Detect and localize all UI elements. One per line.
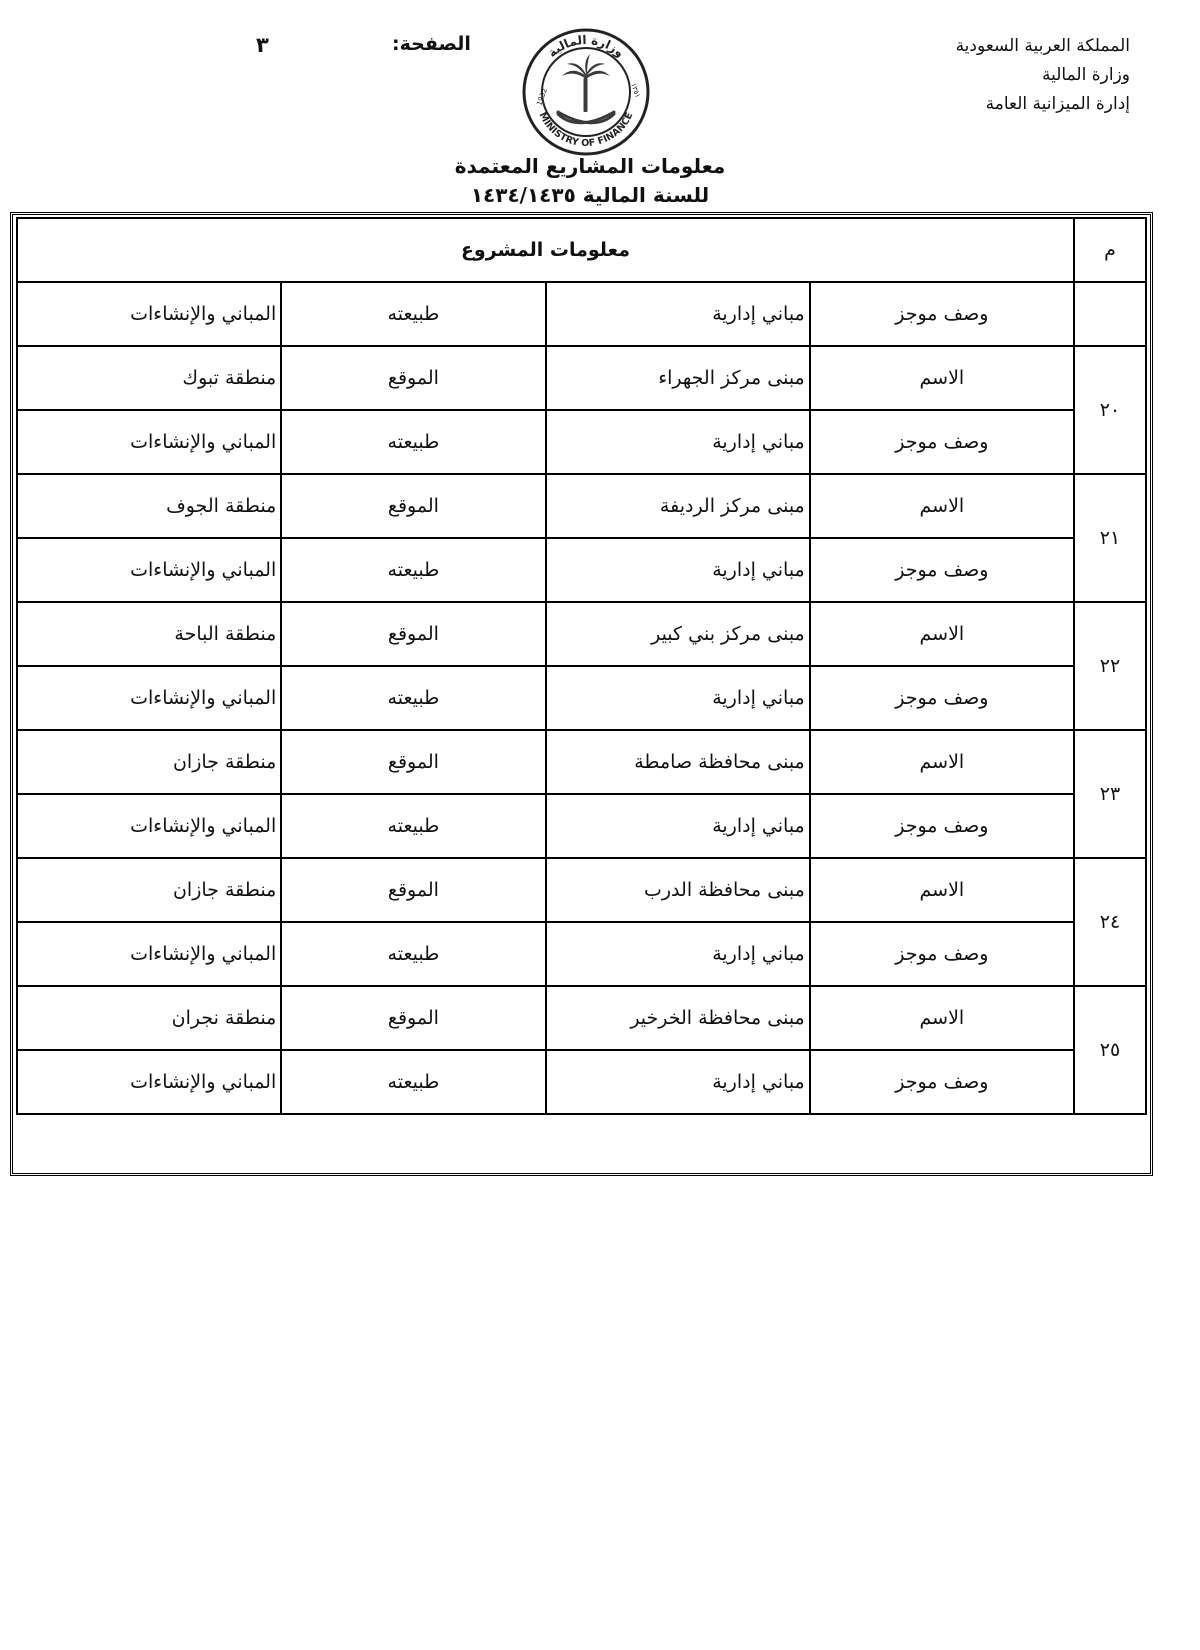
- table-row: [17, 666, 1146, 730]
- project-location: منطقة جازان: [17, 858, 281, 922]
- row-number-empty: [1074, 282, 1146, 346]
- project-number: ٢١: [1074, 474, 1146, 602]
- project-description: مباني إدارية: [546, 410, 810, 474]
- document-title: معلومات المشاريع المعتمدة: [454, 154, 726, 178]
- nature-label: طبيعته: [281, 922, 545, 986]
- palm-tree-icon: [562, 54, 610, 112]
- nature-label: طبيعته: [281, 282, 545, 346]
- nature-label: طبيعته: [281, 666, 545, 730]
- seal-year-hijri: ١٣٥١: [629, 81, 642, 99]
- table-row: [17, 794, 1146, 858]
- org-line-kingdom: المملكة العربية السعودية: [955, 36, 1130, 56]
- org-line-department: إدارة الميزانية العامة: [985, 94, 1130, 114]
- project-number: ٢٥: [1074, 986, 1146, 1114]
- project-name: مبنى مركز بني كبير: [546, 602, 810, 666]
- nature-label: طبيعته: [281, 538, 545, 602]
- desc-value: مباني إدارية: [546, 282, 810, 346]
- project-location: منطقة تبوك: [17, 346, 281, 410]
- nature-label: طبيعته: [281, 1050, 545, 1114]
- table-row: [17, 858, 1146, 922]
- seal-year-gregorian: 1932: [535, 87, 549, 107]
- table-row: [17, 986, 1146, 1050]
- page-label: الصفحة:: [392, 33, 471, 55]
- project-description: مباني إدارية: [546, 794, 810, 858]
- name-label: الاسم: [810, 474, 1074, 538]
- project-name: مبنى مركز الجهراء: [546, 346, 810, 410]
- project-nature: المباني والإنشاءات: [17, 410, 281, 474]
- project-number: ٢٣: [1074, 730, 1146, 858]
- location-label: الموقع: [281, 474, 545, 538]
- location-label: الموقع: [281, 346, 545, 410]
- table-row: [17, 922, 1146, 986]
- fiscal-year-subtitle: للسنة المالية ١٤٣٤/١٤٣٥: [470, 183, 710, 207]
- name-label: الاسم: [810, 986, 1074, 1050]
- project-name: مبنى محافظة الخرخير: [546, 986, 810, 1050]
- header-project-info: معلومات المشروع: [17, 218, 1074, 282]
- table-row: [17, 474, 1146, 538]
- project-nature: المباني والإنشاءات: [17, 1050, 281, 1114]
- table-row: [17, 602, 1146, 666]
- desc-label: وصف موجز: [810, 538, 1074, 602]
- ministry-seal-logo: [520, 26, 652, 158]
- projects-table: [16, 217, 1147, 1115]
- seal-text-english: MINISTRY OF FINANCE: [536, 110, 636, 150]
- location-label: الموقع: [281, 602, 545, 666]
- nature-label: طبيعته: [281, 794, 545, 858]
- project-name: مبنى محافظة الدرب: [546, 858, 810, 922]
- project-name: مبنى مركز الرديفة: [546, 474, 810, 538]
- org-line-ministry: وزارة المالية: [1042, 65, 1130, 85]
- project-description: مباني إدارية: [546, 1050, 810, 1114]
- desc-label: وصف موجز: [810, 794, 1074, 858]
- project-number: ٢٠: [1074, 346, 1146, 474]
- name-label: الاسم: [810, 730, 1074, 794]
- project-nature: المباني والإنشاءات: [17, 794, 281, 858]
- table-row: [17, 1050, 1146, 1114]
- name-label: الاسم: [810, 346, 1074, 410]
- header-m: م: [1074, 218, 1146, 282]
- project-description: مباني إدارية: [546, 538, 810, 602]
- location-label: الموقع: [281, 730, 545, 794]
- table-header-row: [17, 218, 1146, 282]
- project-location: منطقة الجوف: [17, 474, 281, 538]
- project-nature: المباني والإنشاءات: [17, 922, 281, 986]
- project-description: مباني إدارية: [546, 666, 810, 730]
- page-number: ٣: [256, 33, 269, 57]
- project-number: ٢٤: [1074, 858, 1146, 986]
- project-nature: المباني والإنشاءات: [17, 538, 281, 602]
- desc-label: وصف موجز: [810, 410, 1074, 474]
- desc-label: وصف موجز: [810, 922, 1074, 986]
- desc-label: وصف موجز: [810, 1050, 1074, 1114]
- project-description: مباني إدارية: [546, 922, 810, 986]
- table-row: [17, 730, 1146, 794]
- project-name: مبنى محافظة صامطة: [546, 730, 810, 794]
- project-number: ٢٢: [1074, 602, 1146, 730]
- project-location: منطقة جازان: [17, 730, 281, 794]
- location-label: الموقع: [281, 858, 545, 922]
- name-label: الاسم: [810, 858, 1074, 922]
- project-location: منطقة نجران: [17, 986, 281, 1050]
- project-location: منطقة الباحة: [17, 602, 281, 666]
- org-header: [870, 32, 1130, 119]
- nature-value: المباني والإنشاءات: [17, 282, 281, 346]
- crossed-swords-icon: [558, 112, 614, 123]
- name-label: الاسم: [810, 602, 1074, 666]
- desc-label: وصف موجز: [810, 282, 1074, 346]
- location-label: الموقع: [281, 986, 545, 1050]
- seal-text-arabic: وزارة المالية: [545, 32, 627, 61]
- nature-label: طبيعته: [281, 410, 545, 474]
- desc-label: وصف موجز: [810, 666, 1074, 730]
- table-row: [17, 410, 1146, 474]
- table-row: [17, 538, 1146, 602]
- table-row: [17, 346, 1146, 410]
- table-row: [17, 282, 1146, 346]
- project-nature: المباني والإنشاءات: [17, 666, 281, 730]
